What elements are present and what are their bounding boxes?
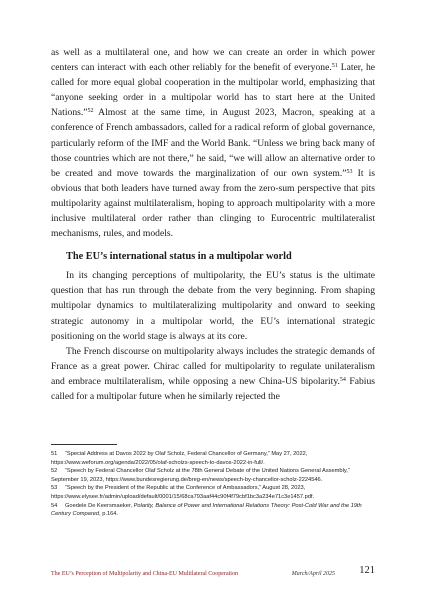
footnote-link[interactable]: https://www.bundesregierung.de/breg-en/news/speech-by-chancellor-scholz-2224546.	[105, 476, 323, 483]
footnote-ref-53[interactable]: 53	[346, 168, 353, 175]
footnote-ref-52[interactable]: 52	[87, 108, 94, 115]
footnote-book-title: Polarity, Balance of Power and International Relations Theory: Post-Cold War and the 19th Century Compared	[51, 502, 362, 518]
footnote-number: 51	[51, 451, 58, 457]
footnote-ref-51[interactable]: 51	[331, 63, 338, 70]
paragraph-1-part-a: as well as a multilateral one, and how we can create an order in which power centers can interact with each other reliably for the benefit of everyone.	[51, 47, 375, 74]
paragraph-1-part-c: Almost at the same time, in August 2023, Macron, speaking at a conference of French ambassadors, called for a radical reform of global governance, particularly reform of the IMF and the World Bank. “Unless we bring back many of those countries which are not there,” he said, “we will allow an alternative order to be created and move towards the marginalization of our own system.”	[51, 107, 375, 179]
footnote-link[interactable]: https://www.weforum.org/agenda/2022/05/olaf-scholzs-speech-to-davos-2022-in-full/.	[51, 459, 265, 466]
footnote-number: 53	[51, 485, 58, 492]
footnote-51	[51, 450, 375, 467]
main-text	[51, 45, 375, 404]
section-heading: The EU’s international status in a multipolar world	[66, 251, 292, 263]
footnote-53	[51, 484, 375, 501]
running-title: The EU’s Perception of Multipolarity and China-EU Multilateral Cooperation	[51, 571, 238, 577]
footnote-ref-54[interactable]: 54	[339, 376, 346, 383]
footnote-text: “Special Address at Davos 2022 by Olaf Scholz, Federal Chancellor of Germany,” May 27, 2022,	[65, 451, 308, 457]
paragraph-2: In its changing perceptions of multipolarity, the EU’s status is the ultimate question that has run through the debate from the very beginning. From shaping multipolar dynamics to multilateralizing multipolarity and onward to seeking strategic autonomy in a multipolar world, the EU’s international strategic positioning on the world stage is always at its core.	[51, 270, 375, 342]
footnote-54	[51, 502, 375, 519]
footnote-text: “Speech by the President of the Republic at the Conference of Ambassadors,” August 28, 2023,	[65, 485, 306, 492]
paragraph-1-part-d: It is obvious that both leaders have turned away from the zero-sum perspective that pits multipolarity against multilateralism, hoping to approach multipolarity with a more inclusive multilateral order rather than clinging to Eurocentric multilateralist mechanisms, rules, and models.	[51, 167, 375, 240]
issue-date: March/April 2025	[291, 571, 335, 577]
footnote-page: , p.164.	[99, 511, 119, 518]
footnote-number: 52	[51, 468, 58, 475]
page-number: 121	[359, 565, 375, 576]
footnote-number: 54	[51, 502, 58, 509]
footnote-text: “Speech by Federal Chancellor Olaf Scholz at the 78th General Debate of the United Nations General Assembly,” September 19, 2023,	[51, 468, 350, 483]
paragraph-1	[51, 45, 375, 241]
footnote-author: Goedele De Keersmaeker,	[65, 502, 133, 509]
paragraph-3	[51, 344, 375, 404]
paragraph-1-part-b: Later, he called for more equal global cooperation in the multipolar world, emphasizing that “anyone seeking order in a multipolar world has to start here at the United Nations.”	[51, 62, 375, 119]
footnote-divider	[51, 444, 117, 445]
paragraph-3-part-b: Fabius called for a multipolar future when he similarly rejected the	[51, 375, 375, 402]
footnote-52	[51, 467, 375, 484]
footnotes	[51, 450, 375, 519]
footnote-link[interactable]: https://www.elysee.fr/admin/upload/default/0001/15/68ca793aaf44c90f4f79cbf1bc3a234e71c3e1457.pdf.	[51, 493, 315, 500]
paragraph-3-part-a: The French discourse on multipolarity always includes the strategic demands of France as a great power. Chirac called for multipolarity to regulate unilateralism and embrace multilateralism, while opposing a new China-US bipolarity.	[51, 345, 375, 387]
